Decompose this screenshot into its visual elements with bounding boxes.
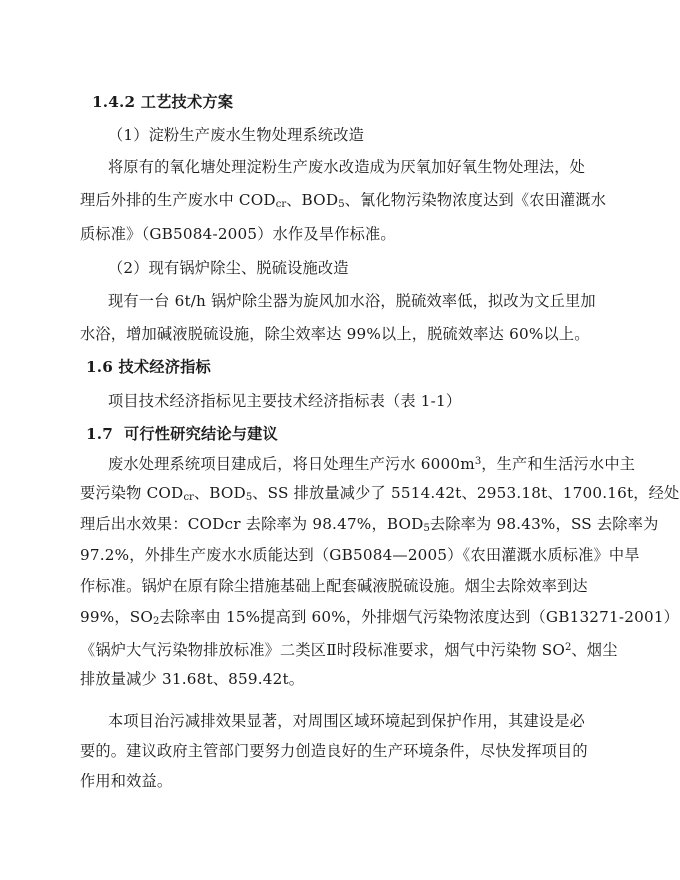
paragraph-line: 作用和效益。 — [80, 772, 173, 790]
paragraph-line: 要的。建议政府主管部门要努力创造良好的生产环境条件，尽快发挥项目的 — [80, 742, 588, 760]
text-run: 去除率为 98.43%，SS 去除率为 — [429, 515, 659, 533]
text-run: 、SS 排放量减少了 5514.42t、2953.18t、1700.16t，经处 — [252, 484, 680, 502]
section-title: 技术经济指标 — [118, 358, 211, 376]
subscript: 5 — [338, 199, 345, 210]
paragraph-line: 现有一台 6t/h 锅炉除尘器为旋风加水浴，脱硫效率低，拟改为文丘里加 — [108, 292, 596, 310]
paragraph-line — [80, 638, 618, 660]
section-title: 可行性研究结论与建议 — [124, 425, 278, 443]
text-run: ，生产和生活污水中主 — [481, 455, 636, 473]
list-item-2: （2）现有锅炉除尘、脱硫设施改造 — [108, 259, 349, 277]
section-heading-1-6 — [86, 357, 211, 377]
paragraph-line: 项目技术经济指标见主要技术经济指标表（表 1-1） — [108, 392, 462, 410]
section-title: 工艺技术方案 — [140, 93, 234, 111]
paragraph-line: 将原有的氧化塘处理淀粉生产废水改造成为厌氧加好氧生物处理法，处 — [108, 158, 586, 176]
text-run: 废水处理系统项目建成后，将日处理生产污水 6000m — [108, 455, 475, 473]
paragraph-line: 排放量减少 31.68t、859.42t。 — [80, 670, 305, 688]
paragraph-line — [80, 190, 606, 215]
subscript: 5 — [423, 523, 430, 534]
paragraph-line: 作标准。锅炉在原有除尘措施基础上配套碱液脱硫设施。烟尘去除效率到达 — [80, 577, 588, 595]
section-heading-1-7 — [86, 424, 278, 444]
section-number: 1.7 — [86, 425, 114, 443]
paragraph-line — [80, 607, 679, 632]
text-run: 理后外排的生产废水中 COD — [80, 191, 276, 209]
text-run: 去除率由 15%提高到 60%，外排烟气污染物浓度达到（GB13271-2001） — [159, 608, 680, 626]
paragraph-line: 质标准》（GB5084-2005）水作及旱作标准。 — [80, 225, 396, 243]
text-run: 要污染物 COD — [80, 484, 184, 502]
paragraph-line: 本项目治污减排效果显著，对周围区域环境起到保护作用，其建设是必 — [108, 712, 586, 730]
text-run: 99%，SO — [80, 608, 153, 626]
paragraph-line — [80, 483, 679, 508]
text-run: 《锅炉大气污染物排放标准》二类区Ⅱ时段标准要求，烟气中污染物 SO — [80, 641, 566, 659]
text-run: 、BOD — [286, 191, 339, 209]
text-run: 、BOD — [193, 484, 246, 502]
list-item-1: （1）淀粉生产废水生物处理系统改造 — [108, 126, 365, 144]
paragraph-line: 水浴，增加碱液脱硫设施，除尘效率达 99%以上，脱硫效率达 60%以上。 — [80, 325, 590, 343]
superscript: 3 — [474, 456, 482, 467]
section-number: 1.6 — [86, 358, 114, 376]
paragraph-line — [108, 452, 635, 474]
subscript: cr — [275, 199, 287, 210]
text-run: 、氰化物污染物浓度达到《农田灌溉水 — [344, 191, 607, 209]
subscript: 2 — [153, 616, 160, 627]
subscript: cr — [183, 492, 194, 503]
subscript: 5 — [245, 492, 253, 503]
superscript: 2 — [565, 642, 572, 653]
section-number: 1.4.2 — [92, 93, 136, 111]
section-heading-1-4-2 — [92, 92, 233, 112]
paragraph-line — [80, 514, 658, 539]
text-run: 、烟尘 — [571, 641, 618, 659]
paragraph-line: 97.2%，外排生产废水水质能达到（GB5084—2005）《农田灌溉水质标准》中旱 — [80, 546, 640, 564]
text-run: 理后出水效果：CODcr 去除率为 98.47%，BOD — [80, 515, 424, 533]
